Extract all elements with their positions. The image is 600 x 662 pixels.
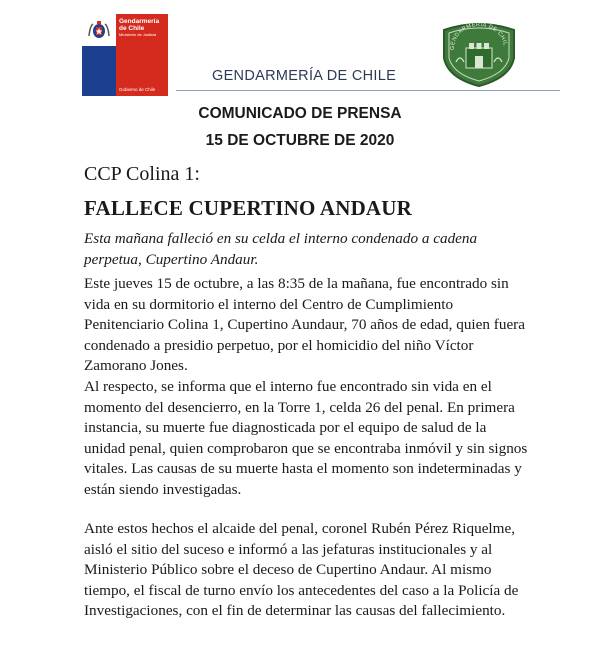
shield-arc-text: GENDARMERIA DE CHIL xyxy=(449,21,508,51)
logo-subline: Ministerio de Justicia xyxy=(119,32,157,37)
body-paragraph-3: Ante estos hechos el alcaide del penal, coronel Rubén Pérez Riquelme, aisló el sitio del suceso e informó a las jefaturas institucionales y al Ministerio Público sobre el deceso de Cupertino Andaur. Al mismo tiempo, el fiscal de turno envío los antecedentes del caso a la Policía de Investigaciones, con el fin de determinar las causas del fallecimiento. xyxy=(84,520,519,620)
coat-of-arms-icon xyxy=(82,14,116,46)
body-paragraph-1: Este jueves 15 de octubre, a las 8:35 de la mañana, fue encontrado sin vida en su dormitorio el interno del Centro de Cumplimiento Penitenciario Colina 1, Cupertino Aundaur, 70 años de edad, quien fuera condenado a presidio perpetuo, por el homicidio del niño Víctor Zamorano Jones. xyxy=(84,275,525,375)
gendarmeria-shield-logo xyxy=(440,18,518,88)
logo-footer: Gobierno de Chile xyxy=(119,87,156,92)
press-release-date: 15 DE OCTUBRE DE 2020 xyxy=(205,132,395,149)
logo-red-band xyxy=(116,14,168,96)
header-divider xyxy=(176,90,560,91)
organization-name: GENDARMERÍA DE CHILE xyxy=(212,68,397,84)
facility-label: CCP Colina 1: xyxy=(84,163,200,185)
body-paragraph-2: Al respecto, se informa que el interno fue encontrado sin vida en el momento del desencierro, en la Torre 1, celda 26 del penal. En primera instancia, su muerte fue diagnosticada por el equipo de salud de la unidad penal, quien comprobaron que se encontraba inmóvil y sin signos vitales. Las causas de su muerte hasta el momento son indeterminadas y están siendo investigadas. xyxy=(84,378,528,498)
gobierno-de-chile-logo xyxy=(82,14,168,96)
logo-blue-band xyxy=(82,14,116,96)
press-release-title: COMUNICADO DE PRENSA xyxy=(198,105,402,122)
logo-text-line1: Gendarmería de Chile xyxy=(119,18,160,32)
headline: FALLECE CUPERTINO ANDAUR xyxy=(84,196,413,220)
lead-paragraph: Esta mañana falleció en su celda el interno condenado a cadena perpetua, Cupertino Andaur. xyxy=(84,230,478,268)
